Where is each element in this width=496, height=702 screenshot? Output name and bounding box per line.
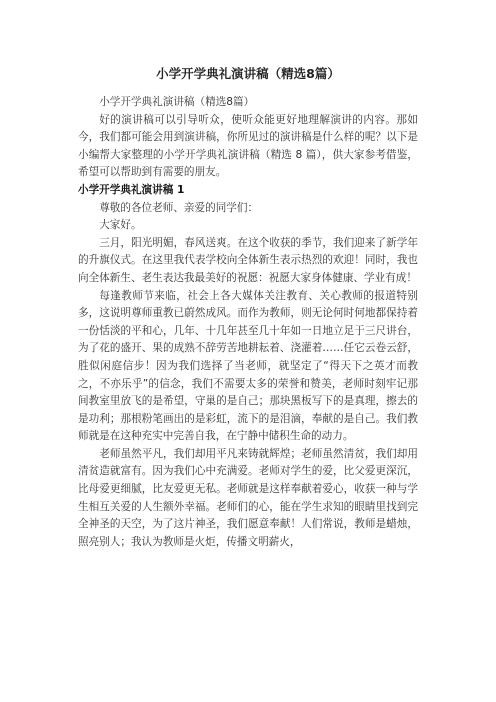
document-body xyxy=(78,94,418,551)
intro-paragraph: 好的演讲稿可以引导听众，使听众能更好地理解演讲的内容。那如今，我们都可能会用到演讲稿，你所见过的演讲稿是什么样的呢？以下是小编帮大家整理的小学开学典礼演讲稿（精选 8 篇），供大家参考借鉴，希望可以帮助到有需要的朋友。 xyxy=(78,113,418,179)
speech-paragraph-1: 三月，阳光明媚，春风送爽。在这个收获的季节，我们迎来了新学年的升旗仪式。在这里我代表学校向全体新生表示热烈的欢迎！同时，我也向全体新生、老生表达我最美好的祝愿：祝愿大家身体健康、学业有成！ xyxy=(78,236,418,284)
speech-hello: 大家好。 xyxy=(99,219,142,232)
speech-paragraph-3: 老师虽然平凡，我们却用平凡来铸就辉煌；老师虽然清贫，我们却用清贫造就富有。因为我们心中充满爱。老师对学生的爱，比父爱更深沉，比母爱更细腻，比友爱更无私。老师就是这样奉献着爱心，收获一种与学生相互关爱的人生额外幸福。老师们的心，能在学生求知的眼睛里找到完全神圣的天空，为了这片神圣，我们愿意奉献！人们常说，教师是蜡烛，照亮别人；我认为教师是火炬，传播文明薪火， xyxy=(78,447,418,548)
document-title: 小学开学典礼演讲稿（精选8篇） xyxy=(156,66,340,81)
intro-subtitle: 小学开学典礼演讲稿（精选8篇） xyxy=(99,96,255,108)
speech-greeting: 尊敬的各位老师、亲爱的同学们： xyxy=(99,201,259,214)
speech-paragraph-2: 每逢教师节来临，社会上各大媒体关注教育、关心教师的报道特别多，这说明尊师重教已蔚然成风。而作为教师，则无论何时何地都保持着一份恬淡的平和心，几年、十几年甚至几十年如一日地立足于三尺讲台，为了花的盛开、果的成熟不辞劳苦地耕耘着、浇灌着……任它云卷云舒，胜似闲庭信步！因为我们选择了当老师，就坚定了“得天下之英才而教之，不亦乐乎”的信念，我们不需要太多的荣誉和赞美，老师时刻牢记那间教室里放飞的是希望，守巢的是自己；那块黑板写下的是真理，擦去的是功利；那根粉笔画出的是彩虹，流下的是泪滴，奉献的是自己。我们教师就是在这种充实中完善自我，在宁静中储积生命的动力。 xyxy=(78,289,418,443)
section-heading-1: 小学开学典礼演讲稿 1 xyxy=(78,183,185,196)
